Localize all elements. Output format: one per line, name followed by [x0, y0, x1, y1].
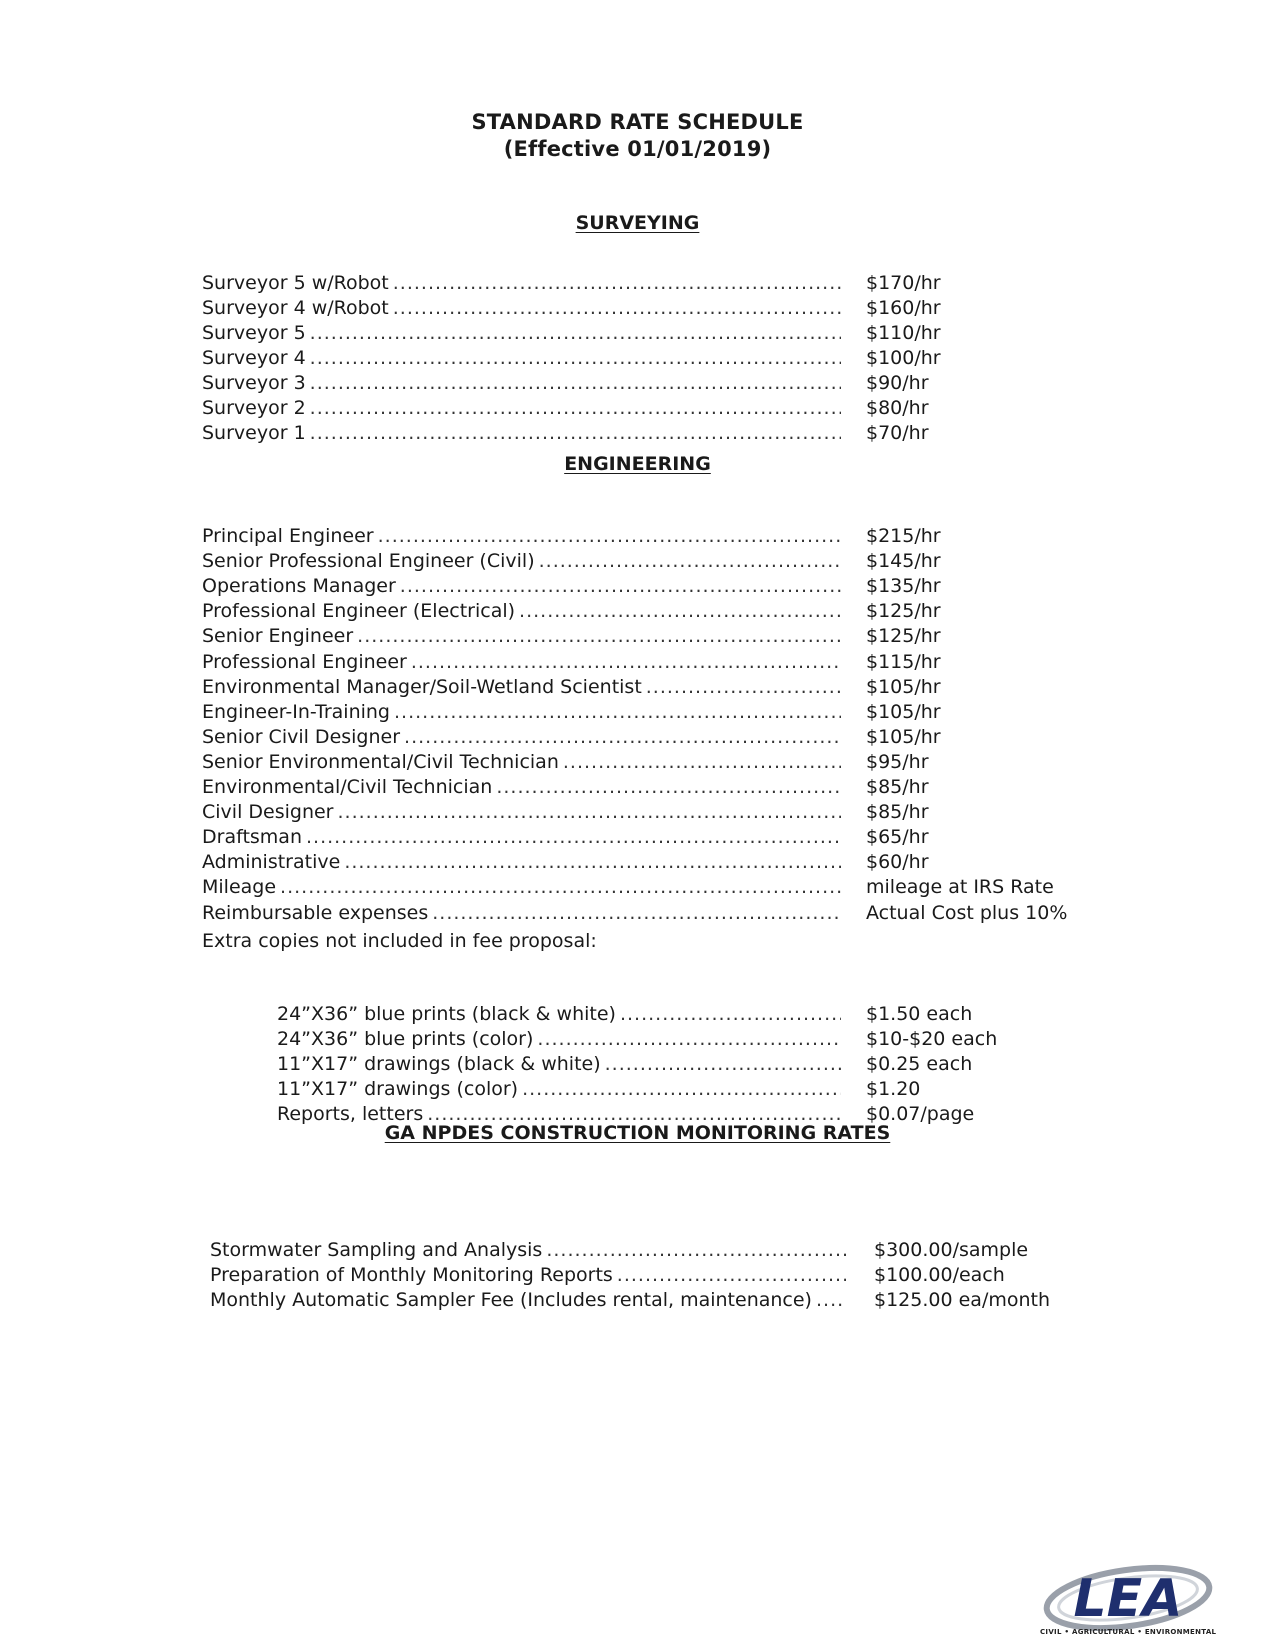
rate-row	[277, 1052, 845, 1077]
rate-row	[202, 725, 845, 750]
copies-intro: Extra copies not included in fee proposal:	[202, 930, 597, 952]
rate-row	[202, 775, 845, 800]
rate-label: Monthly Automatic Sampler Fee (Includes rental, maintenance)	[210, 1289, 812, 1311]
rate-row	[210, 1288, 850, 1313]
dot-leader	[563, 750, 841, 775]
rate-label: Draftsman	[202, 826, 302, 849]
rate-value: $115/hr	[866, 650, 941, 673]
rate-label: Senior Environmental/Civil Technician	[202, 750, 559, 773]
dot-leader	[546, 1238, 846, 1263]
rate-label: Stormwater Sampling and Analysis	[210, 1239, 543, 1261]
rate-label: 11”X17” drawings (black & white)	[277, 1053, 601, 1076]
rate-row	[202, 271, 845, 296]
rate-label: Engineer-In-Training	[202, 700, 390, 723]
rate-label: Civil Designer	[202, 801, 334, 824]
rate-value: $135/hr	[866, 575, 941, 598]
dot-leader	[404, 725, 841, 750]
dot-leader	[539, 549, 841, 574]
rate-label: 11”X17” drawings (color)	[277, 1078, 519, 1101]
rate-row	[202, 675, 845, 700]
rate-label: Professional Engineer	[202, 650, 407, 673]
rate-label: 24”X36” blue prints (color)	[277, 1028, 534, 1051]
rate-label: Surveyor 2	[202, 397, 306, 419]
rate-row	[202, 396, 845, 421]
rate-value: $0.25 each	[866, 1053, 973, 1076]
rate-row	[202, 800, 845, 825]
rate-label: Surveyor 1	[202, 422, 306, 444]
rate-row	[202, 901, 845, 926]
rate-row	[202, 574, 845, 599]
rate-row	[202, 346, 845, 371]
rate-value: Actual Cost plus 10%	[866, 901, 1068, 924]
rate-value: mileage at IRS Rate	[866, 876, 1054, 899]
rate-value: $100/hr	[866, 347, 941, 369]
rate-label: Senior Civil Designer	[202, 725, 401, 748]
rate-row	[277, 1027, 845, 1052]
page-title: STANDARD RATE SCHEDULE	[471, 110, 804, 134]
rate-row	[277, 1077, 845, 1102]
rate-value: $95/hr	[866, 750, 929, 773]
rate-row	[210, 1238, 850, 1263]
rate-label: Surveyor 5	[202, 322, 306, 344]
rate-value: $300.00/sample	[874, 1239, 1029, 1261]
rate-label: Environmental/Civil Technician	[202, 776, 493, 798]
rate-label: Professional Engineer (Electrical)	[202, 600, 516, 623]
rate-label: Senior Engineer	[202, 625, 354, 648]
rate-value: $215/hr	[866, 525, 941, 547]
dot-leader	[338, 800, 842, 825]
rate-value: $1.50 each	[866, 1003, 973, 1025]
rate-row	[202, 371, 845, 396]
rate-value: $160/hr	[866, 297, 941, 319]
rate-value: $65/hr	[866, 826, 929, 849]
rate-value: $105/hr	[866, 700, 941, 723]
dot-leader	[357, 624, 841, 649]
rate-row	[202, 296, 845, 321]
rate-row	[202, 624, 845, 649]
rate-row	[202, 524, 845, 549]
dot-leader	[522, 1077, 841, 1102]
rate-value: $125/hr	[866, 625, 941, 648]
dot-leader	[310, 421, 841, 446]
rate-row	[202, 599, 845, 624]
rate-label: Senior Professional Engineer (Civil)	[202, 550, 535, 573]
rate-value: $10-$20 each	[866, 1028, 998, 1051]
rate-value: $1.20	[866, 1078, 921, 1101]
rate-label: Preparation of Monthly Monitoring Reports	[210, 1264, 613, 1286]
logo-tagline: CIVIL • AGRICULTURAL • ENVIRONMENTAL	[1040, 1628, 1217, 1636]
rate-value: $80/hr	[866, 397, 929, 419]
rate-label: Reimbursable expenses	[202, 901, 429, 924]
rate-value: $110/hr	[866, 322, 941, 344]
rate-value: $170/hr	[866, 272, 941, 294]
rate-label: Surveyor 3	[202, 372, 306, 394]
dot-leader	[605, 1052, 841, 1077]
dot-leader	[400, 574, 841, 599]
rate-value: $90/hr	[866, 372, 929, 394]
rate-value: $105/hr	[866, 675, 941, 698]
dot-leader	[537, 1027, 841, 1052]
rate-row	[202, 875, 845, 900]
section-heading-npdes: GA NPDES CONSTRUCTION MONITORING RATES	[384, 1122, 891, 1144]
dot-leader	[306, 825, 841, 850]
dot-leader	[310, 321, 841, 346]
rate-label: Operations Manager	[202, 575, 396, 598]
dot-leader	[280, 875, 841, 900]
rate-value: $70/hr	[866, 422, 929, 444]
dot-leader	[344, 850, 841, 875]
rate-label: Surveyor 5 w/Robot	[202, 272, 389, 294]
dot-leader	[617, 1263, 846, 1288]
rate-label: Surveyor 4 w/Robot	[202, 297, 389, 319]
rate-label: Reports, letters	[277, 1103, 424, 1126]
rate-value: $105/hr	[866, 725, 941, 748]
dot-leader	[393, 296, 841, 321]
rate-row	[202, 321, 845, 346]
lea-logo	[1040, 1560, 1220, 1650]
rate-value: $125.00 ea/month	[874, 1289, 1051, 1311]
rate-label: Surveyor 4	[202, 347, 306, 369]
rate-label: Principal Engineer	[202, 525, 374, 547]
dot-leader	[816, 1288, 846, 1313]
rate-value: $85/hr	[866, 801, 929, 824]
dot-leader	[394, 700, 841, 725]
dot-leader	[620, 1002, 841, 1027]
rate-value: $100.00/each	[874, 1264, 1005, 1286]
rate-value: $145/hr	[866, 550, 941, 573]
dot-leader	[496, 775, 841, 800]
rate-row	[202, 700, 845, 725]
rate-row	[202, 850, 845, 875]
rate-row	[202, 421, 845, 446]
section-heading-engineering: ENGINEERING	[564, 453, 711, 475]
dot-leader	[432, 901, 841, 926]
rate-row	[210, 1263, 850, 1288]
dot-leader	[519, 599, 841, 624]
logo-lettering: LEA	[1073, 1569, 1183, 1629]
rate-label: Mileage	[202, 876, 277, 899]
rate-row	[277, 1002, 845, 1027]
rate-row	[202, 825, 845, 850]
rate-value: $125/hr	[866, 600, 941, 623]
effective-date: (Effective 01/01/2019)	[503, 137, 772, 161]
rate-row	[202, 549, 845, 574]
dot-leader	[411, 650, 841, 675]
rate-value: $60/hr	[866, 851, 929, 874]
dot-leader	[646, 675, 841, 700]
dot-leader	[393, 271, 841, 296]
rate-row	[202, 750, 845, 775]
rate-label: Administrative	[202, 851, 341, 874]
rate-label: 24”X36” blue prints (black & white)	[277, 1003, 616, 1025]
rate-row	[202, 650, 845, 675]
rate-value: $85/hr	[866, 776, 929, 798]
dot-leader	[378, 524, 841, 549]
dot-leader	[310, 371, 841, 396]
section-heading-surveying: SURVEYING	[575, 212, 700, 234]
rate-value: $0.07/page	[866, 1103, 975, 1126]
dot-leader	[310, 346, 841, 371]
rate-label: Environmental Manager/Soil-Wetland Scientist	[202, 675, 642, 698]
dot-leader	[310, 396, 841, 421]
